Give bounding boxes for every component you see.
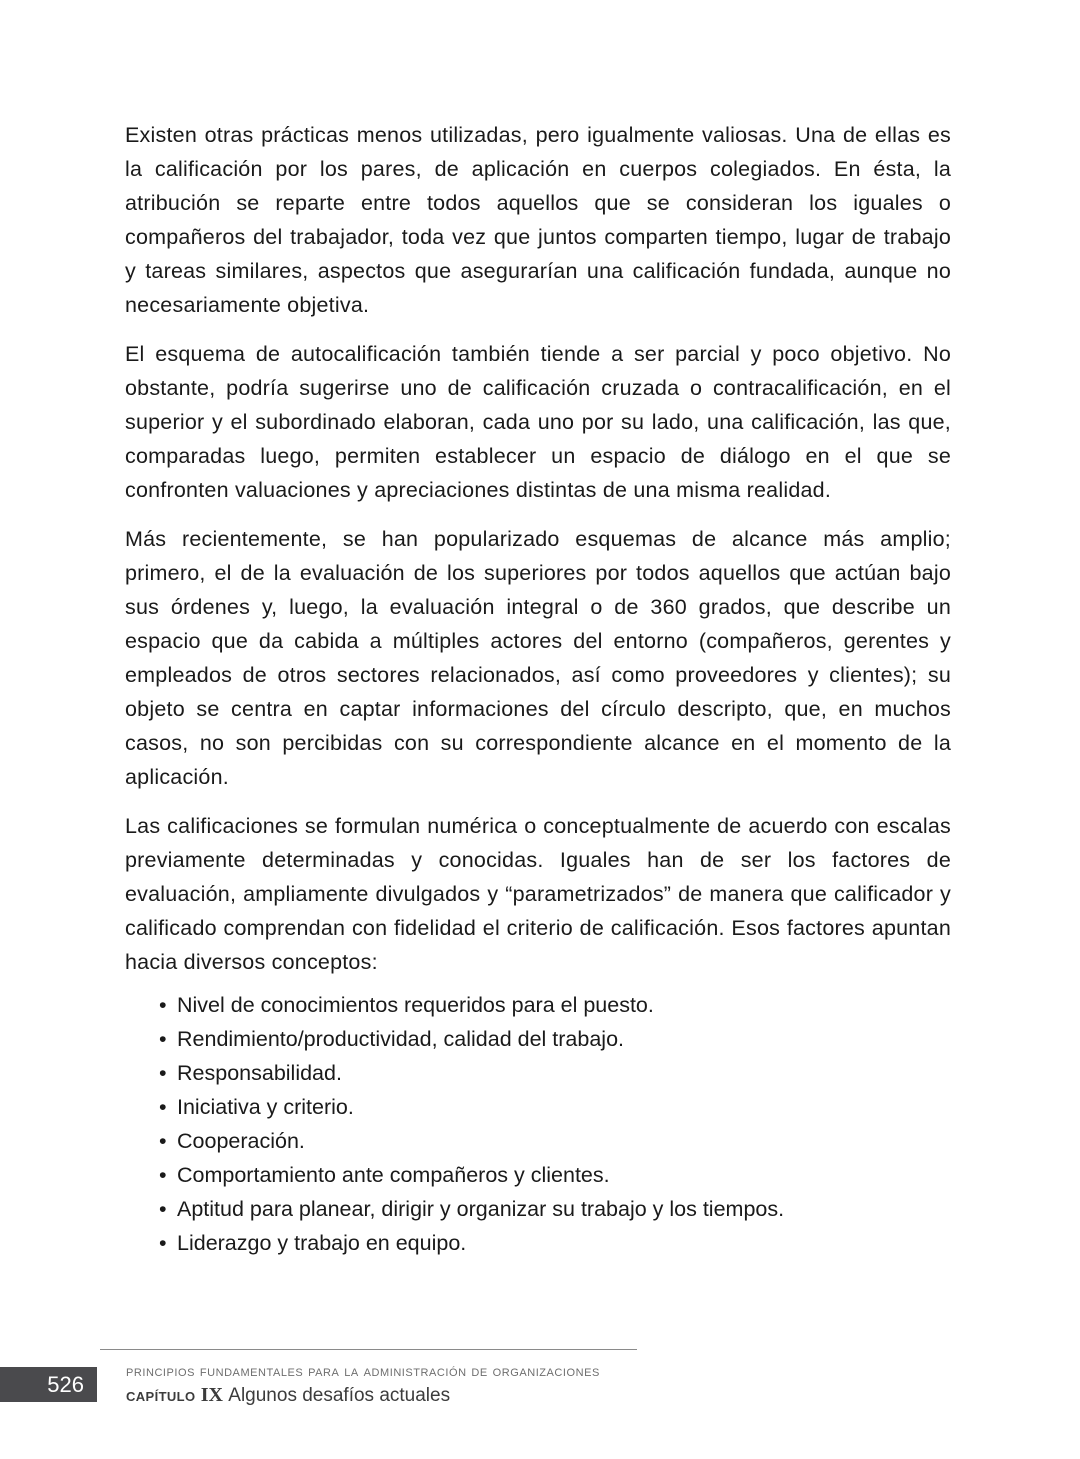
paragraph-3: Más recientemente, se han popularizado esquemas de alcance más amplio; primero, el de la evaluación de los superiores por todos aquellos que actúan bajo sus órdenes y, luego, la evaluación integral o de 360 grados, que describe un espacio que da cabida a múltiples actores del entorno (compañeros, gerentes y empleados de otros sectores relacionados, así como proveedores y clientes); su objeto se centra en captar informaciones del círculo descripto, que, en muchos casos, no son percibidas con su correspondiente alcance en el momento de la aplicación. [125,527,951,789]
bullet-icon: • [159,1061,167,1085]
list-item [125,1090,951,1124]
list-item [125,1226,951,1260]
list-item [125,988,951,1022]
bullet-icon: • [159,1231,167,1255]
paragraph-2: El esquema de autocalificación también tiende a ser parcial y poco objetivo. No obstante, podría sugerirse uno de calificación cruzada o contracalificación, en el superior y el subordinado elaboran, cada uno por su lado, una calificación, las que, comparadas luego, permiten establecer un espacio de diálogo en el que se confronten valuaciones y apreciaciones distintas de una misma realidad. [125,342,951,502]
list-item-label: Comportamiento ante compañeros y clientes. [177,1163,610,1187]
chapter-line [126,1383,826,1408]
page-number: 526 [47,1371,84,1397]
list-item [125,1192,951,1226]
list-item-label: Liderazgo y trabajo en equipo. [177,1231,467,1255]
bullet-icon: • [159,993,167,1017]
paragraph-1: Existen otras prácticas menos utilizadas, pero igualmente valiosas. Una de ellas es la calificación por los pares, de aplicación en cuerpos colegiados. En ésta, la atribución se reparte entre todos aquellos que se consideran los iguales o compañeros del trabajador, toda vez que juntos comparten tiempo, lugar de trabajo y tareas similares, aspectos que asegurarían una calificación fundada, aunque no necesariamente objetiva. [125,123,951,317]
running-head: principios fundamentales para la administración de organizaciones [126,1363,600,1380]
factors-bullet-list [125,988,951,1260]
chapter-title: Algunos desafíos actuales [228,1385,451,1406]
list-item-label: Cooperación. [177,1129,305,1153]
bullet-icon: • [159,1129,167,1153]
bullet-icon: • [159,1197,167,1221]
page-number-badge [0,1367,97,1402]
bullet-icon: • [159,1163,167,1187]
list-item-label: Aptitud para planear, dirigir y organizar su trabajo y los tiempos. [177,1197,785,1221]
page-footer [0,1349,1080,1429]
list-item-label: Iniciativa y criterio. [177,1095,354,1119]
footer-text-block [126,1361,826,1408]
chapter-label: capítulo [126,1385,196,1406]
list-item-label: Nivel de conocimientos requeridos para el puesto. [177,993,654,1017]
list-item [125,1056,951,1090]
paragraph-4: Las calificaciones se formulan numérica o conceptualmente de acuerdo con escalas previamente determinadas y conocidas. Iguales han de ser los factores de evaluación, ampliamente divulgados y “parametrizados” de manera que calificador y calificado comprendan con fidelidad el criterio de calificación. Esos factores apuntan hacia diversos conceptos: [125,814,951,974]
list-item [125,1158,951,1192]
page-content [125,118,951,1260]
list-item-label: Responsabilidad. [177,1061,342,1085]
list-item [125,1022,951,1056]
list-item [125,1124,951,1158]
chapter-roman-numeral: IX [200,1384,223,1406]
bullet-icon: • [159,1095,167,1119]
list-item-label: Rendimiento/productividad, calidad del trabajo. [177,1027,624,1051]
bullet-icon: • [159,1027,167,1051]
footer-divider [100,1349,637,1350]
